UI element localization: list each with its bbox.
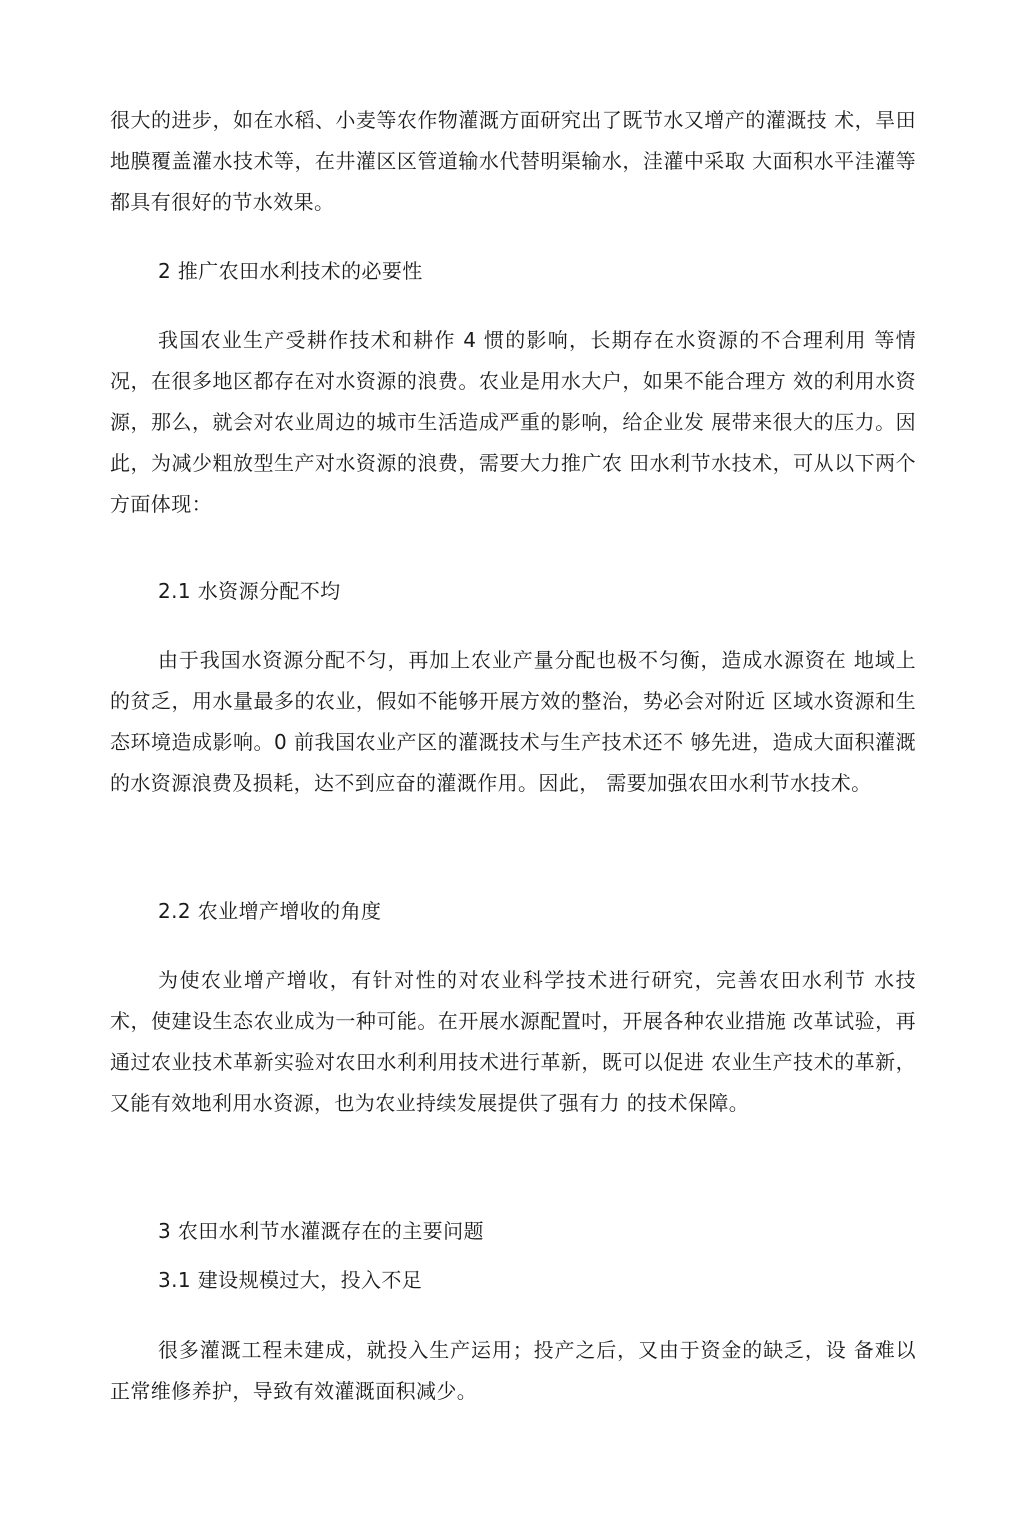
paragraph-necessity: 我国农业生产受耕作技术和耕作 4 惯的影响，长期存在水资源的不合理利用 等情况，在很多地区都存在对水资源的浪费。农业是用水大户，如果不能合理方 效的利用水资源，那么，就会对农业周边的城市生活造成严重的影响，给企业发 展带来很大的压力。因此，为减少粗放型生产对水资源的浪费，需要大力推广农 田水利节水技术，可从以下两个方面体现： <box>110 328 916 516</box>
section-heading-3: 3 农田水利节水灌溉存在的主要问题 <box>158 1219 484 1243</box>
paragraph-water-distribution: 由于我国水资源分配不匀，再加上农业产量分配也极不匀衡，造成水源资在 地域上的贫乏，用水量最多的农业，假如不能够开展方效的整治，势必会对附近 区域水资源和生态环境造成影响。0 前我国农业产区的灌溉技术与生产技术还不 够先进，造成大面积灌溉的水资源浪费及损耗，达不到应奋的灌溉作用。因此， 需要加强农田水利节水技术。 <box>110 648 916 795</box>
paragraph-intro-continuation: 很大的进步，如在水稻、小麦等农作物灌溉方面研究出了既节水又增产的灌溉技 术，旱田地膜覆盖灌水技术等，在井灌区区管道输水代替明渠输水，洼灌中采取 大面积水平洼灌等都具有很好的节水效果。 <box>110 108 916 214</box>
paragraph-investment: 很多灌溉工程未建成，就投入生产运用；投产之后，又由于资金的缺乏，设 备难以正常维修养护，导致有效灌溉面积减少。 <box>110 1338 916 1403</box>
paragraph-yield-increase: 为使农业增产增收，有针对性的对农业科学技术进行研究，完善农田水利节 水技术，使建设生态农业成为一种可能。在开展水源配置吋，开展各种农业措施 改革试验，再通过农业技术革新实验对农田水利利用技术进行革新，既可以促进 农业生产技术的革新，又能有效地利用水资源，也为农业持续发展提供了强有力 的技术保障。 <box>110 968 916 1115</box>
subsection-heading-2-1: 2.1 水资源分配不均 <box>158 579 341 603</box>
subsection-heading-2-2: 2.2 农业增产增收的角度 <box>158 899 382 923</box>
subsection-heading-3-1: 3.1 建设规模过大，投入不足 <box>158 1268 423 1292</box>
section-heading-2: 2 推广农田水利技术的必要性 <box>158 259 423 283</box>
